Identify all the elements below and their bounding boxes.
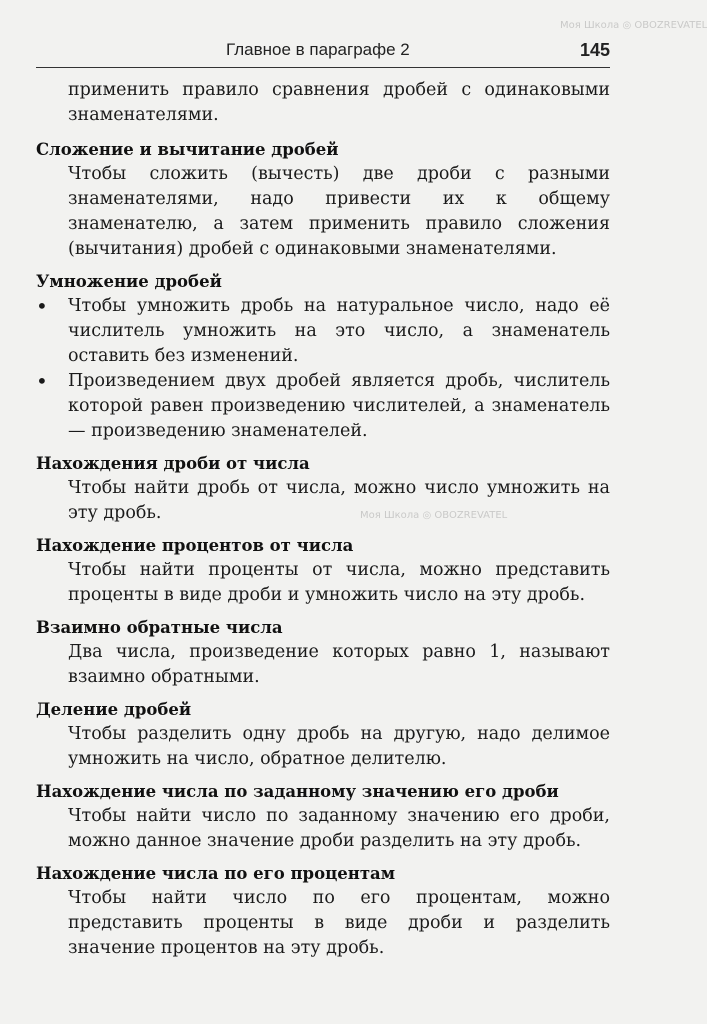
bullet-item	[36, 294, 610, 369]
intro-paragraph: применить правило сравнения дробей с одинаковыми знаменателями.	[68, 80, 610, 125]
running-title: Главное в параграфе 2	[226, 40, 410, 59]
section-text: Два числа, произведение которых равно 1, называют взаимно обратными.	[68, 642, 610, 687]
section-multiplication	[36, 270, 610, 444]
section-text: Чтобы найти число по его процентам, можно представить проценты в виде дроби и разделить значение процентов на эту дробь.	[68, 888, 610, 958]
page-header	[36, 40, 610, 70]
section-heading: Сложение и вычитание дробей	[36, 140, 339, 159]
section-heading: Нахождение числа по заданному значению его дроби	[36, 782, 559, 801]
section-heading: Нахождение числа по его процентам	[36, 864, 396, 883]
section-division	[36, 698, 610, 772]
bullet-icon: •	[36, 369, 48, 393]
bullet-text: Произведением двух дробей является дробь, числитель которой равен произведению числителей, а знаменатель — произведению знаменателей.	[68, 371, 610, 441]
bullet-icon: •	[36, 294, 48, 318]
bullet-text: Чтобы умножить дробь на натуральное число, надо её числитель умножить на это число, а знаменатель оставить без изменений.	[68, 296, 610, 366]
section-reciprocals	[36, 616, 610, 690]
section-text: Чтобы разделить одну дробь на другую, надо делимое умножить на число, обратное делителю.	[68, 724, 610, 769]
watermark: Моя Школа ◎ OBOZREVATEL	[560, 20, 707, 31]
section-text: Чтобы найти дробь от числа, можно число умножить на эту дробь.	[68, 478, 610, 523]
header-rule	[36, 67, 610, 68]
section-number-by-fraction	[36, 780, 610, 854]
watermark: Моя Школа ◎ OBOZREVATEL	[360, 510, 508, 521]
section-heading: Умножение дробей	[36, 272, 222, 291]
page-content	[36, 78, 610, 969]
section-text: Чтобы найти число по заданному значению его дроби, можно данное значение дроби разделить на эту дробь.	[68, 806, 610, 851]
section-number-by-percent	[36, 862, 610, 961]
section-addition	[36, 138, 610, 262]
section-heading: Деление дробей	[36, 700, 192, 719]
section-heading: Нахождения дроби от числа	[36, 454, 310, 473]
section-percent-of-number	[36, 534, 610, 608]
section-heading: Взаимно обратные числа	[36, 618, 283, 637]
section-heading: Нахождение процентов от числа	[36, 536, 354, 555]
bullet-item	[36, 369, 610, 444]
section-fraction-of-number	[36, 452, 610, 526]
page-number: 145	[579, 40, 610, 60]
section-text: Чтобы сложить (вычесть) две дроби с разными знаменателями, надо привести их к общему знаменателю, а затем применить правило сложения (вычитания) дробей с одинаковыми знаменателями.	[68, 164, 610, 259]
section-text: Чтобы найти проценты от числа, можно представить проценты в виде дроби и умножить число на эту дробь.	[68, 560, 610, 605]
